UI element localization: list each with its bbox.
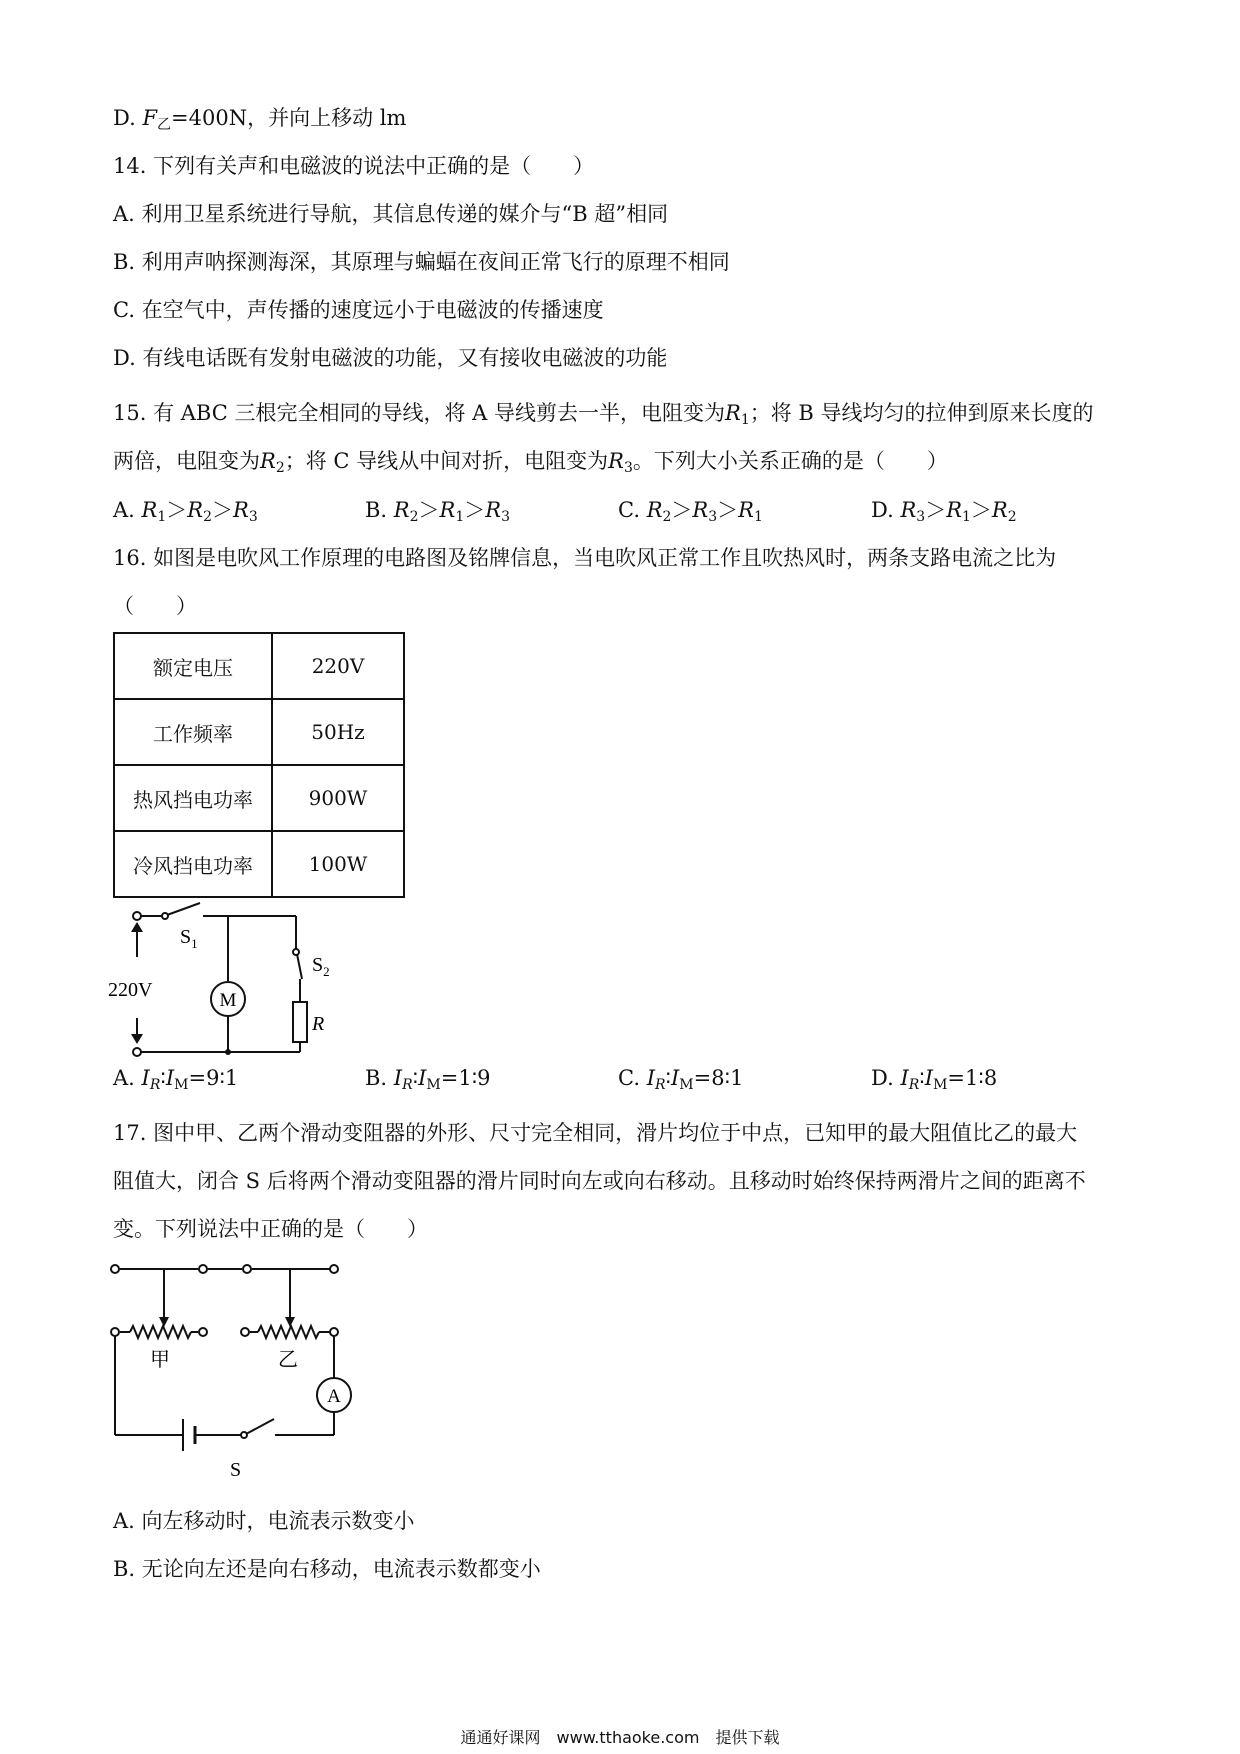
q14-option-d: D. 有线电话既有发射电磁波的功能，又有接收电磁波的功能 — [113, 346, 668, 370]
table-row: 额定电压 220V — [114, 633, 404, 699]
q15-option-a: A. $R_1>R_2>R_3$ — [113, 498, 258, 525]
table-row: 热风挡电功率 900W — [114, 765, 404, 831]
q15-stem-line1: 15. 有 ABC 三根完全相同的导线，将 A 导线剪去一半，电阻变为$R_1$；将 B 导线均匀的拉伸到原来长度的 — [113, 401, 1094, 428]
q14-option-a: A. 利用卫星系统进行导航，其信息传递的媒介与“B 超”相同 — [113, 202, 669, 226]
hair-dryer-circuit-diagram — [100, 895, 360, 1065]
q15-option-d: D. $R_3>R_1>R_2$ — [871, 498, 1017, 525]
switch-s2-label: $S_2$ — [312, 954, 330, 979]
motor-label: M — [219, 990, 237, 1011]
q14-stem: 14. 下列有关声和电磁波的说法中正确的是（ ） — [113, 154, 595, 178]
q15-option-c: C. $R_2>R_3>R_1$ — [618, 498, 763, 525]
q16-option-d: D. $I_R∶I_M=1∶8$ — [871, 1066, 998, 1093]
q13-option-d: D. $F_乙=400N$，并向上移动 lm — [113, 106, 407, 133]
q17-option-b: B. 无论向左还是向右移动，电流表示数都变小 — [113, 1557, 541, 1581]
q17-option-a: A. 向左移动时，电流表示数变小 — [113, 1509, 415, 1533]
q17-stem-line3: 变。下列说法中正确的是（ ） — [113, 1217, 428, 1241]
q16-option-c: C. $I_R∶I_M=8∶1$ — [618, 1066, 744, 1093]
table-row: 冷风挡电功率 100W — [114, 831, 404, 897]
ammeter-label: A — [327, 1386, 341, 1407]
q16-stem-line2: （ ） — [113, 594, 197, 618]
rheostat-yi-label: 乙 — [278, 1349, 298, 1371]
q14-option-b: B. 利用声呐探测海深，其原理与蝙蝠在夜间正常飞行的原理不相同 — [113, 250, 730, 274]
q15-option-b: B. $R_2>R_1>R_3$ — [365, 498, 510, 525]
page-footer: 通通好课网 www.tthaoke.com 提供下载 — [460, 1728, 780, 1747]
table-row: 工作频率 50Hz — [114, 699, 404, 765]
nameplate-table — [113, 632, 405, 898]
q16-stem-line1: 16. 如图是电吹风工作原理的电路图及铭牌信息，当电吹风正常工作且吹热风时，两条支路电流之比为 — [113, 546, 1057, 570]
q16-option-b: B. $I_R∶I_M=1∶9$ — [365, 1066, 491, 1093]
q14-option-c: C. 在空气中，声传播的速度远小于电磁波的传播速度 — [113, 298, 604, 322]
rheostat-circuit-diagram — [100, 1255, 380, 1490]
q17-stem-line1: 17. 图中甲、乙两个滑动变阻器的外形、尺寸完全相同，滑片均位于中点，已知甲的最大阻值比乙的最大 — [113, 1121, 1078, 1145]
supply-voltage-label: 220V — [108, 979, 153, 1001]
resistor-label: R — [312, 1013, 325, 1035]
q15-stem-line2: 两倍，电阻变为$R_2$；将 C 导线从中间对折，电阻变为$R_3$。下列大小关系正确的是（ ） — [113, 449, 948, 476]
switch-s-label: S — [230, 1459, 242, 1481]
rheostat-jia-label: 甲 — [150, 1349, 170, 1371]
switch-s1-label: $S_1$ — [180, 926, 198, 951]
q17-stem-line2: 阻值大，闭合 S 后将两个滑动变阻器的滑片同时向左或向右移动。且移动时始终保持两滑片之间的距离不 — [113, 1169, 1086, 1193]
q16-option-a: A. $I_R∶I_M=9∶1$ — [113, 1066, 239, 1093]
